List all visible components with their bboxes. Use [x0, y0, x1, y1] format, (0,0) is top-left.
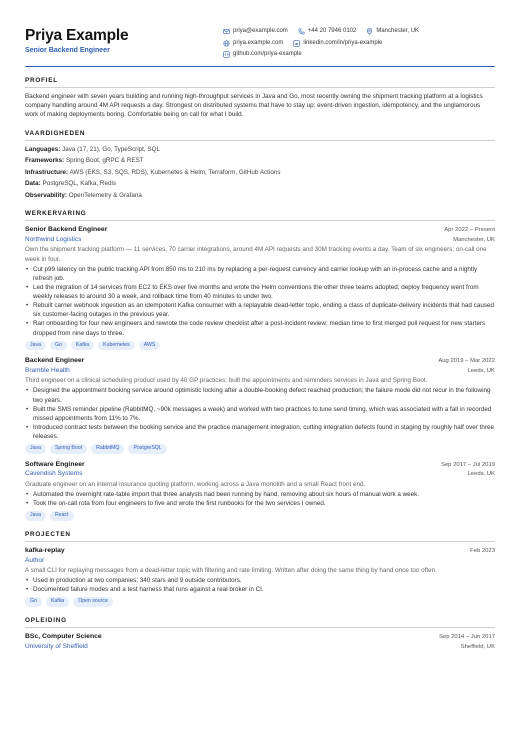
- tag: Kubernetes: [98, 341, 135, 350]
- company-name: Cavendish Systems: [25, 470, 83, 478]
- job-blurb: Own the shipment tracking platform — 11 services, 70 carrier integrations, around 4M API requests and 30M tracking events a day. Team of six engineers; on-call one week in four.: [25, 246, 487, 263]
- resume-header: [25, 27, 495, 67]
- contact-location-text: Manchester, UK: [376, 28, 420, 34]
- skill-row-data: [25, 179, 495, 188]
- entry-header: [25, 460, 495, 470]
- tag: PostgreSQL: [128, 444, 166, 453]
- tag: Go: [50, 341, 67, 350]
- tag: Java: [25, 444, 46, 453]
- job-title: Backend Engineer: [25, 356, 85, 364]
- skill-row-languages: [25, 145, 495, 154]
- skill-label: Languages:: [25, 145, 61, 153]
- education-location: Sheffield, UK: [460, 643, 495, 650]
- mail-icon: [223, 28, 230, 35]
- job-dates: Apr 2022 – Present: [444, 227, 495, 233]
- tag-list: [25, 511, 495, 520]
- location-pin-icon: [366, 28, 373, 35]
- skill-label: Infrastructure:: [25, 168, 69, 176]
- contact-phone-text: +44 20 7946 0102: [307, 28, 357, 34]
- skill-label: Data:: [25, 180, 41, 188]
- entry-header: [25, 546, 495, 556]
- tag: AWS: [139, 341, 161, 350]
- candidate-name: Priya Example: [25, 27, 129, 44]
- bullet-item: • Automated the overnight rate-table import that three analysts had been running by hand, removing about six hours of manual work a week.: [25, 490, 495, 499]
- job-location: Leeds, UK: [467, 471, 495, 478]
- tag: Open source: [73, 597, 113, 606]
- bullet-item: • Took the on-call rota from four engineers to five and wrote the first runbooks for the two services I owned.: [25, 499, 495, 508]
- contact-list: [223, 27, 465, 59]
- tag: Java: [25, 511, 46, 520]
- contact-email-text: priya@example.com: [233, 28, 288, 34]
- experience-section: [25, 209, 495, 521]
- tag: Java: [25, 341, 46, 350]
- skill-row-frameworks: [25, 156, 495, 165]
- project-bullets: [25, 576, 495, 594]
- linkedin-icon: [293, 40, 300, 47]
- bullet-item: • Ran onboarding for four new engineers and rewrote the code review checklist after a post-incident review; median time to first merged pull request for new starters dropped from nine days to three.: [25, 319, 495, 337]
- project-date: Feb 2023: [470, 547, 495, 554]
- skill-row-observability: [25, 191, 495, 200]
- bullet-item: • Designed the appointment booking service around optimistic locking after a double-booking defect reached production; the failure mode did not recur in the following two years.: [25, 386, 495, 404]
- skills-section: [25, 129, 495, 200]
- education-entry: [25, 632, 495, 651]
- contact-github[interactable]: [223, 50, 302, 59]
- tag-list: [25, 341, 495, 350]
- entry-subheader: [25, 642, 495, 652]
- job-title: Senior Backend Engineer: [25, 226, 108, 233]
- tag: React: [50, 511, 74, 520]
- company-name: Northwind Logistics: [25, 235, 82, 243]
- skill-value: Java (17, 21), Go, TypeScript, SQL: [62, 145, 160, 153]
- job-location: Manchester, UK: [453, 236, 495, 243]
- phone-icon: [298, 28, 305, 35]
- project-name: kafka-replay: [25, 546, 65, 554]
- bullet-item: • Introduced contract tests between the booking service and the practice management integration, cutting integration defects found in staging by roughly half over three releases.: [25, 423, 495, 441]
- tag-list: [25, 597, 495, 606]
- contact-email[interactable]: [223, 27, 288, 36]
- profile-summary: Backend engineer with seven years building and running high-throughput services in Java and Go, most recently owning the shipment tracking platform at a logistics company handling around 4M API requests a day. Strongest on distributed systems that have to stay up: event-driven ingestion, idempotency, and the unglamorous work of making deployments boring. Comfortable being on call for what I build.: [25, 93, 483, 119]
- contact-github-text: github.com/priya-example: [233, 51, 302, 58]
- section-title-profile: PROFIEL: [25, 76, 495, 88]
- skill-row-infrastructure: [25, 168, 495, 177]
- contact-linkedin-text: linkedin.com/in/priya-example: [303, 39, 383, 46]
- contact-website[interactable]: [223, 39, 283, 48]
- job-blurb: Graduate engineer on an internal insurance quoting platform, working across a Java monolith and a small React front end.: [25, 480, 366, 488]
- bullet-item: • Led the migration of 14 services from EC2 to EKS over five months and wrote the Helm conventions the other three teams adopted; deploy frequency went from weekly releases to around 30 a week, and rollback time from 40 minutes to under two.: [25, 283, 495, 301]
- globe-icon: [223, 40, 230, 47]
- degree-name: BSc, Computer Science: [25, 632, 102, 640]
- candidate-headline: Senior Backend Engineer: [25, 47, 110, 55]
- skill-value: PostgreSQL, Kafka, Redis: [42, 180, 116, 188]
- education-dates: Sep 2014 – Jun 2017: [438, 633, 495, 640]
- tag: RabbitMQ: [91, 444, 124, 453]
- code-icon: [223, 51, 230, 58]
- tag: Kafka: [71, 341, 94, 350]
- job-blurb: Third engineer on a clinical scheduling product used by 40 GP practices; built the appointments and reminders services in Java and Spring Boot.: [25, 377, 428, 385]
- tag: Spring Boot: [50, 444, 87, 453]
- skill-label: Observability:: [25, 191, 67, 199]
- contact-linkedin[interactable]: [293, 39, 382, 48]
- section-title-skills: VAARDIGHEDEN: [25, 129, 495, 141]
- bullet-item: • Documented failure modes and a test harness that runs against a real broker in CI.: [25, 585, 495, 594]
- job-title: Software Engineer: [25, 460, 85, 468]
- entry-subheader: [25, 235, 495, 245]
- entry-header: [25, 225, 495, 235]
- skill-value: AWS (EKS, S3, SQS, RDS), Kubernetes & Helm, Terraform, GitHub Actions: [69, 168, 281, 176]
- bullet-item: • Built the SMS reminder pipeline (RabbitMQ, ~90k messages a week) and worked with two practices to tune send timing, which was associated with a fall in recorded missed appointments from 11% to 7%.: [25, 405, 495, 423]
- skill-value: OpenTelemetry & Grafana: [68, 191, 142, 199]
- section-title-education: OPLEIDING: [25, 616, 495, 628]
- section-title-projects: PROJECTEN: [25, 530, 495, 542]
- project-entry: [25, 546, 495, 607]
- education-section: [25, 616, 495, 652]
- school-name: University of Sheffield: [25, 642, 88, 650]
- tag-list: [25, 444, 495, 453]
- job-bullets: [25, 386, 495, 441]
- contact-phone[interactable]: [298, 27, 357, 36]
- project-role: Author: [25, 556, 45, 564]
- profile-section: [25, 76, 495, 120]
- identity: [25, 27, 128, 56]
- experience-entry: [25, 225, 495, 350]
- skill-label: Frameworks:: [25, 157, 65, 165]
- job-location: Leeds, UK: [467, 367, 495, 374]
- entry-subheader: [25, 469, 495, 479]
- skill-value: Spring Boot, gRPC & REST: [65, 157, 144, 165]
- section-title-experience: WERKERVARING: [25, 209, 495, 221]
- job-bullets: [25, 265, 495, 338]
- bullet-item: • Rebuilt carrier webhook ingestion as an idempotent Kafka consumer with a replayable dead-letter topic, ending a class of duplicate-delivery incidents that had caused six customer-facing outages in the previous year.: [25, 301, 495, 319]
- projects-section: [25, 530, 495, 607]
- project-blurb: A small CLI for replaying messages from a dead-letter topic with filtering and rate limiting. Written after doing the same thing by hand once too often.: [25, 566, 437, 574]
- job-dates: Aug 2019 – Mar 2022: [438, 357, 495, 364]
- experience-entry: [25, 356, 495, 454]
- job-dates: Sep 2017 – Jul 2019: [440, 461, 495, 468]
- experience-entry: [25, 460, 495, 521]
- contact-location: [366, 27, 419, 36]
- entry-subheader: [25, 366, 495, 376]
- bullet-item: • Used in production at two companies; 340 stars and 9 outside contributors.: [25, 576, 495, 585]
- tag: Go: [25, 597, 42, 606]
- entry-header: [25, 632, 495, 642]
- company-name: Bramble Health: [25, 366, 70, 374]
- contact-website-text: priya.example.com: [233, 39, 284, 46]
- tag: Kafka: [46, 597, 69, 606]
- bullet-item: • Cut p99 latency on the public tracking API from 850 ms to 210 ms by replacing a per-request currency and carrier lookup with an in-process cache and a nightly refresh job.: [25, 265, 495, 283]
- entry-header: [25, 356, 495, 366]
- job-bullets: [25, 490, 495, 508]
